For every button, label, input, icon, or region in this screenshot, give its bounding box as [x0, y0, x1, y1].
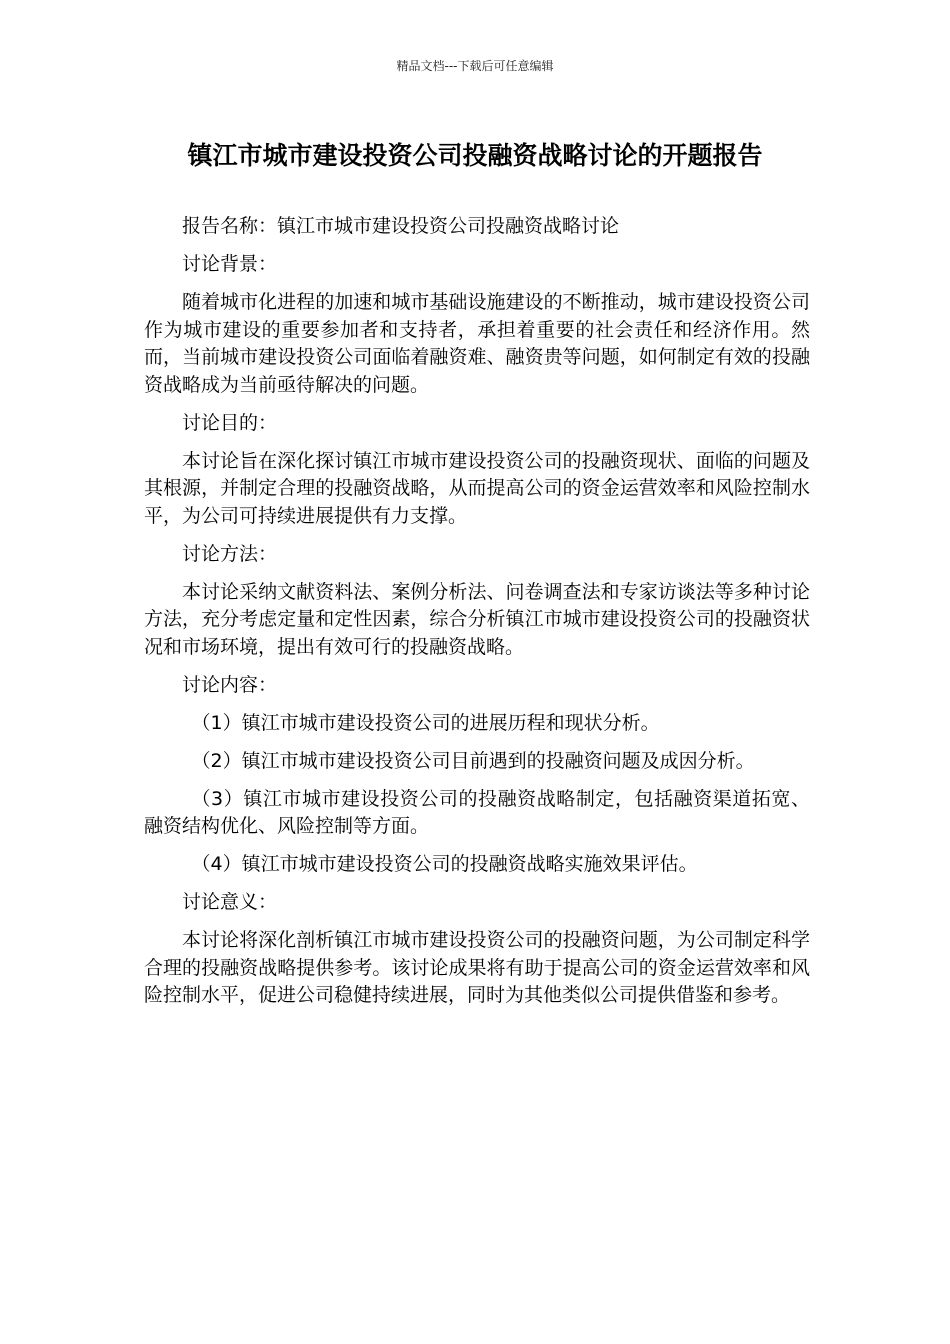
method-heading: 讨论方法：: [182, 542, 278, 565]
purpose-paragraph: 本讨论旨在深化探讨镇江市城市建设投资公司的投融资现状、面临的问题及其根源，并制定合理的投融资战略，从而提高公司的资金运营效率和风险控制水平，为公司可持续进展提供有力支撑。: [144, 449, 810, 527]
document-body: [144, 213, 810, 1020]
significance-heading: 讨论意义：: [182, 891, 278, 913]
background-heading: 讨论背景：: [182, 253, 278, 275]
content-heading: 讨论内容：: [182, 673, 278, 696]
background-paragraph: 随着城市化进程的加速和城市基础设施建设的不断推动，城市建设投资公司作为城市建设的重要参加者和支持者，承担着重要的社会责任和经济作用。然而，当前城市建设投资公司面临着融资难、融资贵等问题，如何制定有效的投融资战略成为当前亟待解决的问题。: [144, 291, 810, 396]
content-item-3: （3）镇江市城市建设投资公司的投融资战略制定，包括融资渠道拓宽、融资结构优化、风险控制等方面。: [144, 787, 810, 837]
content-item-4: （4）镇江市城市建设投资公司的投融资战略实施效果评估。: [191, 853, 698, 875]
purpose-heading: 讨论目的：: [182, 411, 278, 434]
document-title: 镇江市城市建设投资公司投融资战略讨论的开题报告: [187, 141, 763, 170]
report-name-line: 报告名称：镇江市城市建设投资公司投融资战略讨论: [182, 215, 620, 237]
significance-paragraph: 本讨论将深化剖析镇江市城市建设投资公司的投融资问题，为公司制定科学合理的投融资战略提供参考。该讨论成果将有助于提高公司的资金运营效率和风险控制水平，促进公司稳健持续进展，同时为其他类似公司提供借鉴和参考。: [144, 929, 810, 1006]
content-item-1: （1）镇江市城市建设投资公司的进展历程和现状分析。: [191, 711, 660, 734]
method-paragraph: 本讨论采纳文献资料法、案例分析法、问卷调查法和专家访谈法等多种讨论方法，充分考虑定量和定性因素，综合分析镇江市城市建设投资公司的投融资状况和市场环境，提出有效可行的投融资战略。: [144, 580, 810, 658]
content-item-2: （2）镇江市城市建设投资公司目前遇到的投融资问题及成因分析。: [191, 749, 755, 772]
page-header-note: 精品文档---下载后可任意编辑: [396, 59, 554, 73]
